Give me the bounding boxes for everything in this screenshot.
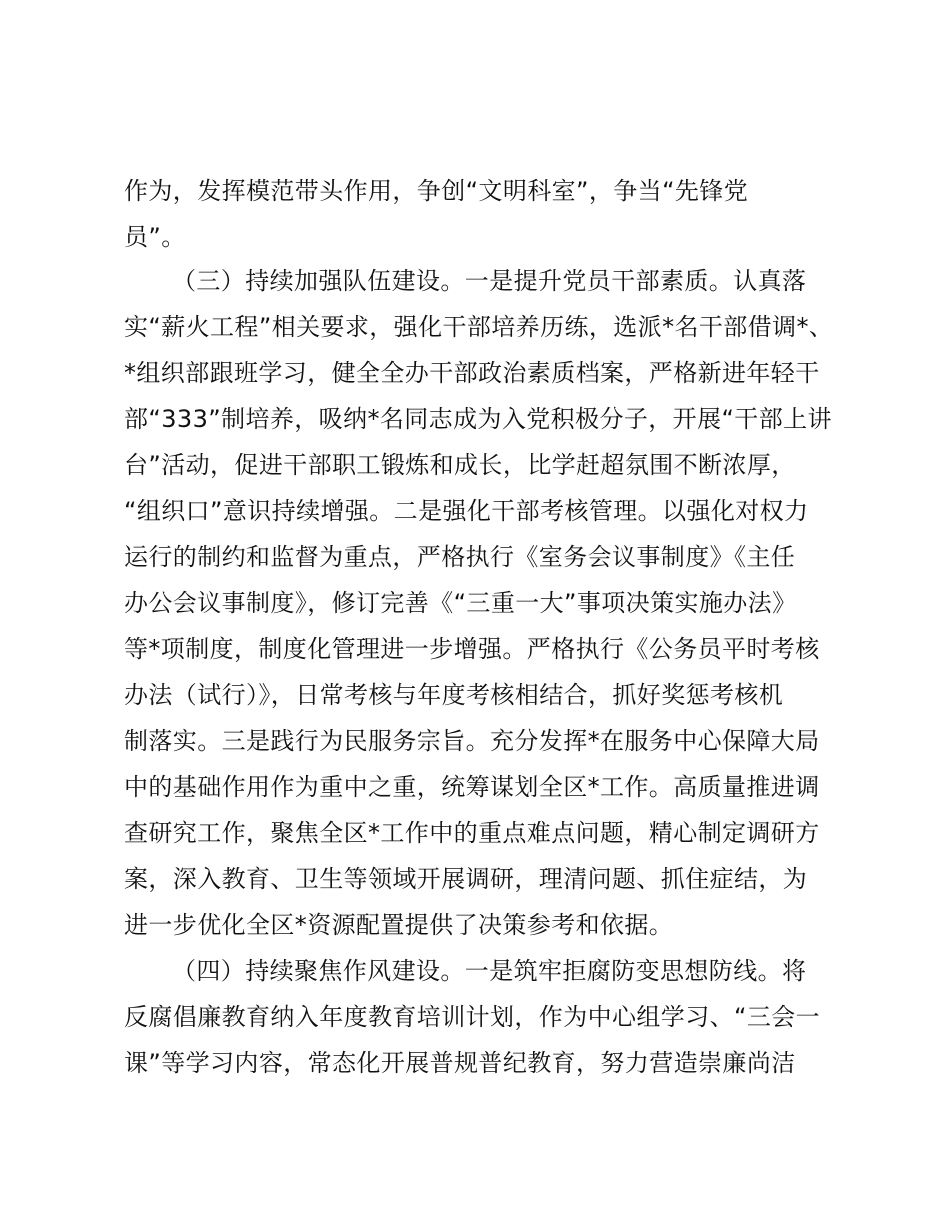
text-line: 员”。 <box>124 223 186 251</box>
text-line: 课”等学习内容，常态化开展普规普纪教育，努力营造崇廉尚洁 <box>124 1049 796 1077</box>
text-line: 制落实。三是践行为民服务宗旨。充分发挥*在服务中心保障大局 <box>124 727 820 755</box>
text-line: 查研究工作，聚焦全区*工作中的重点难点问题，精心制定调研方 <box>124 819 820 847</box>
text-line: 实“薪火工程”相关要求，强化干部培养历练，选派*名干部借调*、 <box>124 313 834 341</box>
text-line: 运行的制约和监督为重点，严格执行《室务会议事制度》《主任 <box>124 543 796 571</box>
section-heading-line: （三）持续加强队伍建设。一是提升党员干部素质。认真落 <box>172 267 807 295</box>
text-line: 案，深入教育、卫生等领域开展调研，理清问题、抓住症结，为 <box>124 865 808 893</box>
text-line: 反腐倡廉教育纳入年度教育培训计划，作为中心组学习、“三会一 <box>124 1003 821 1031</box>
text-line: *组织部跟班学习，健全全办干部政治素质档案，严格新进年轻干 <box>124 359 820 387</box>
text-line: 办公会议事制度》，修订完善《“三重一大”事项决策实施办法》 <box>124 589 797 617</box>
text-line: 等*项制度，制度化管理进一步增强。严格执行《公务员平时考核 <box>124 635 820 663</box>
text-line: 中的基础作用作为重中之重，统筹谋划全区*工作。高质量推进调 <box>124 773 820 801</box>
section-heading-line: （四）持续聚焦作风建设。一是筑牢拒腐防变思想防线。将 <box>172 957 807 985</box>
text-line: “组织口”意识持续增强。二是强化干部考核管理。以强化对权力 <box>124 497 809 525</box>
text-line: 作为，发挥模范带头作用，争创“文明科室”，争当“先锋党 <box>124 177 749 205</box>
text-line: 办法（试行）》，日常考核与年度考核相结合，抓好奖惩考核机 <box>124 681 784 709</box>
text-line: 进一步优化全区*资源配置提供了决策参考和依据。 <box>124 911 674 939</box>
text-line: 台”活动，促进干部职工锻炼和成长，比学赶超氛围不断浓厚， <box>124 451 796 479</box>
text-line: 部“333”制培养，吸纳*名同志成为入党积极分子，开展“干部上讲 <box>124 405 832 433</box>
